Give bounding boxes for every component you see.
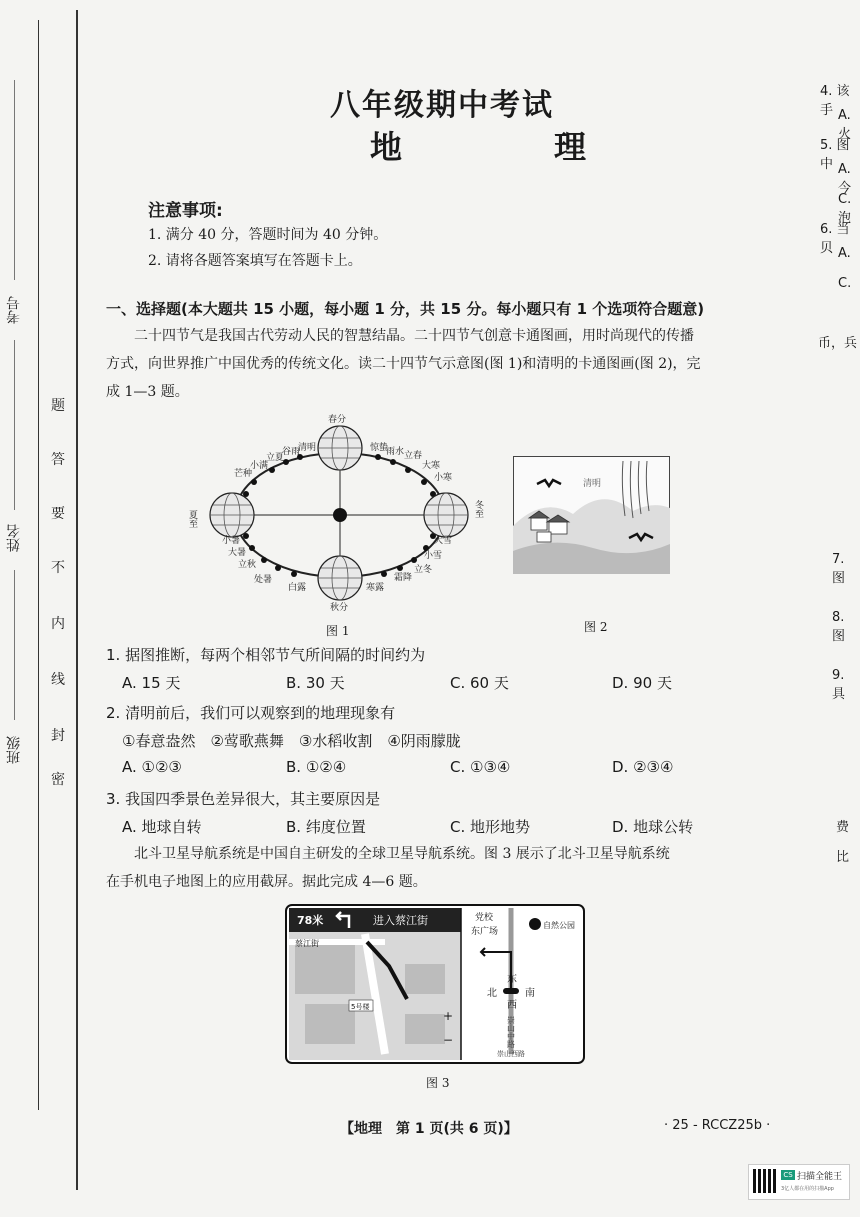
exam-no-blank[interactable] [14,80,16,280]
figure-1-solar-terms [187,410,490,615]
term-winter: 冬至 [473,500,483,518]
q1-opt-a[interactable]: A. 15 天 [122,674,181,692]
frag-1: 4. 该手 [820,84,850,118]
figure-3-map-screenshot [285,904,585,1064]
map-building: 5号楼 [351,1003,370,1011]
seal-char-5: 内 [51,616,65,632]
nav-distance: 78米 [297,914,324,927]
term-ll-1: 小暑 [222,536,241,546]
term-ur-4: 大寒 [422,461,441,471]
footer-code: · 25 - RCCZ25b · [664,1118,771,1133]
fig2-caption: 图 2 [584,620,608,634]
subject-title: 地 理 [370,128,647,166]
fig1-caption: 图 1 [326,624,350,638]
intro1-line2: 方式，向世界推广中国优秀的传统文化。读二十四节气示意图(图 1)和清明的卡通图画(图 2)，完 [106,356,701,372]
term-ll-4: 处暑 [254,575,273,585]
term-ur-3: 立春 [404,451,423,461]
figure-2-qingming-cartoon [513,456,670,574]
intro1-line1: 二十四节气是我国古代劳动人民的智慧结晶。二十四节气创意卡通图画，用时尚现代的传播 [134,328,694,344]
seal-char-8: 密 [51,772,65,788]
seal-char-7: 封 [51,728,65,744]
scanner-brand: 扫描全能王 [797,1172,843,1182]
map-place-1: 党校 [475,913,494,923]
q3-stem: 3. 我国四季景色差异很大，其主要原因是 [106,790,381,808]
q2-stem: 2. 清明前后，我们可以观察到的地理现象有 [106,704,396,722]
term-lr-2: 小雪 [424,551,443,561]
name-label: 姓名 [6,524,22,552]
term-ll-5: 白露 [288,583,307,593]
q1-stem: 1. 据图推断，每两个相邻节气所间隔的时间约为 [106,646,426,664]
term-lr-5: 寒露 [366,583,385,593]
q3-opt-b[interactable]: B. 纬度位置 [286,818,366,836]
term-lr-3: 立冬 [414,565,433,575]
frag-7: A. [838,246,851,261]
notice-item-1: 1. 满分 40 分，答题时间为 40 分钟。 [148,227,388,243]
dir-east: 东 [507,974,517,985]
scanner-sub: 3亿人都在用的扫描App [781,1186,834,1192]
map-place-2: 东广场 [471,927,499,937]
margin-line-right [76,10,78,1190]
q1-opt-b[interactable]: B. 30 天 [286,674,345,692]
name-blank[interactable] [14,340,16,510]
map-road-2: 崇山西路 [497,1050,525,1058]
term-autumn: 秋分 [330,603,349,613]
q1-opt-c[interactable]: C. 60 天 [450,674,509,692]
term-ll-3: 立秋 [238,560,257,570]
term-ul-4: 小满 [250,461,269,471]
fig2-label: 清明 [583,479,602,489]
frag-3: 5. 图中 [820,138,850,172]
footer-page: 【地理 第 1 页(共 6 页)】 [340,1121,518,1137]
fig3-caption: 图 3 [426,1076,450,1090]
intro2-line2: 在手机电子地图上的应用截屏。据此完成 4—6 题。 [106,874,427,890]
term-ll-2: 大暑 [228,548,247,558]
intro2-line1: 北斗卫星导航系统是中国自主研发的全球卫星导航系统。图 3 展示了北斗卫星导航系统 [134,846,670,862]
term-ur-1: 惊蛰 [370,443,389,453]
q3-opt-c[interactable]: C. 地形地势 [450,818,531,836]
seal-char-1: 题 [51,398,65,414]
term-lr-4: 霜降 [394,573,413,583]
map-place-3: 自然公园 [543,921,575,930]
notice-item-2: 2. 请将各题答案填写在答题卡上。 [148,253,362,269]
frag-14: 比 [836,850,850,865]
frag-12: 9. 具 [832,668,846,702]
map-road: 崇山中路 [506,1016,516,1048]
q2-opt-d[interactable]: D. ②③④ [612,758,674,776]
qr-code-icon [753,1169,777,1193]
cs-logo-icon: CS [781,1170,795,1180]
class-label: 班级 [6,736,22,764]
section-heading: 一、选择题(本大题共 15 小题，每小题 1 分，共 15 分。每小题只有 1 个选项符合题意) [106,300,705,318]
frag-4: A. 今 [838,162,852,196]
q2-items: ①春意盎然 ②莺歌燕舞 ③水稻收割 ④阴雨朦胧 [122,732,461,750]
zoom-minus-icon: − [443,1033,454,1047]
sun [333,508,347,522]
q2-opt-a[interactable]: A. ①②③ [122,758,182,776]
margin-line-left [38,20,39,1110]
frag-9: 币，兵 [818,336,858,351]
exam-no-label: 考号 [6,296,22,324]
dir-south: 南 [525,988,535,999]
scanner-watermark [748,1164,850,1200]
dir-north: 北 [487,988,497,999]
term-ur-5: 小寒 [434,473,453,483]
seal-char-2: 答 [51,452,65,468]
term-ur-2: 雨水 [386,447,405,457]
term-lr-1: 大雪 [434,536,453,546]
seal-char-6: 线 [51,672,65,688]
term-spring: 春分 [328,415,347,425]
term-summer: 夏至 [187,510,197,528]
frag-5: C. 泡 [838,192,852,226]
frag-11: 8. 图 [832,610,846,644]
zoom-plus-icon: + [443,1009,454,1023]
nav-instruction: 进入蔡江街 [373,914,428,927]
q2-opt-c[interactable]: C. ①③④ [450,758,511,776]
q1-opt-d[interactable]: D. 90 天 [612,674,672,692]
intro1-line3: 成 1—3 题。 [106,384,189,400]
q3-opt-d[interactable]: D. 地球公转 [612,818,694,836]
dir-west: 西 [507,1000,517,1011]
frag-8: C. [838,276,852,291]
map-street: 蔡江街 [295,939,319,948]
notice-heading: 注意事项: [148,201,223,221]
q2-opt-b[interactable]: B. ①②④ [286,758,347,776]
frag-10: 7. 图 [832,552,846,586]
frag-2: A. 火 [838,108,852,142]
frag-13: 费 [836,820,850,835]
class-blank[interactable] [14,570,16,720]
seal-char-3: 要 [51,506,65,522]
term-ul-5: 芒种 [234,469,253,479]
bus-stop-icon [529,918,541,930]
seal-char-4: 不 [51,560,65,576]
term-ul-3: 立夏 [266,453,285,463]
term-ul-1: 清明 [298,443,317,453]
q3-opt-a[interactable]: A. 地球自转 [122,818,202,836]
exam-title: 八年级期中考试 [330,88,554,123]
frag-6: 6. 当贝 [820,222,850,256]
term-ul-2: 谷雨 [282,447,301,457]
